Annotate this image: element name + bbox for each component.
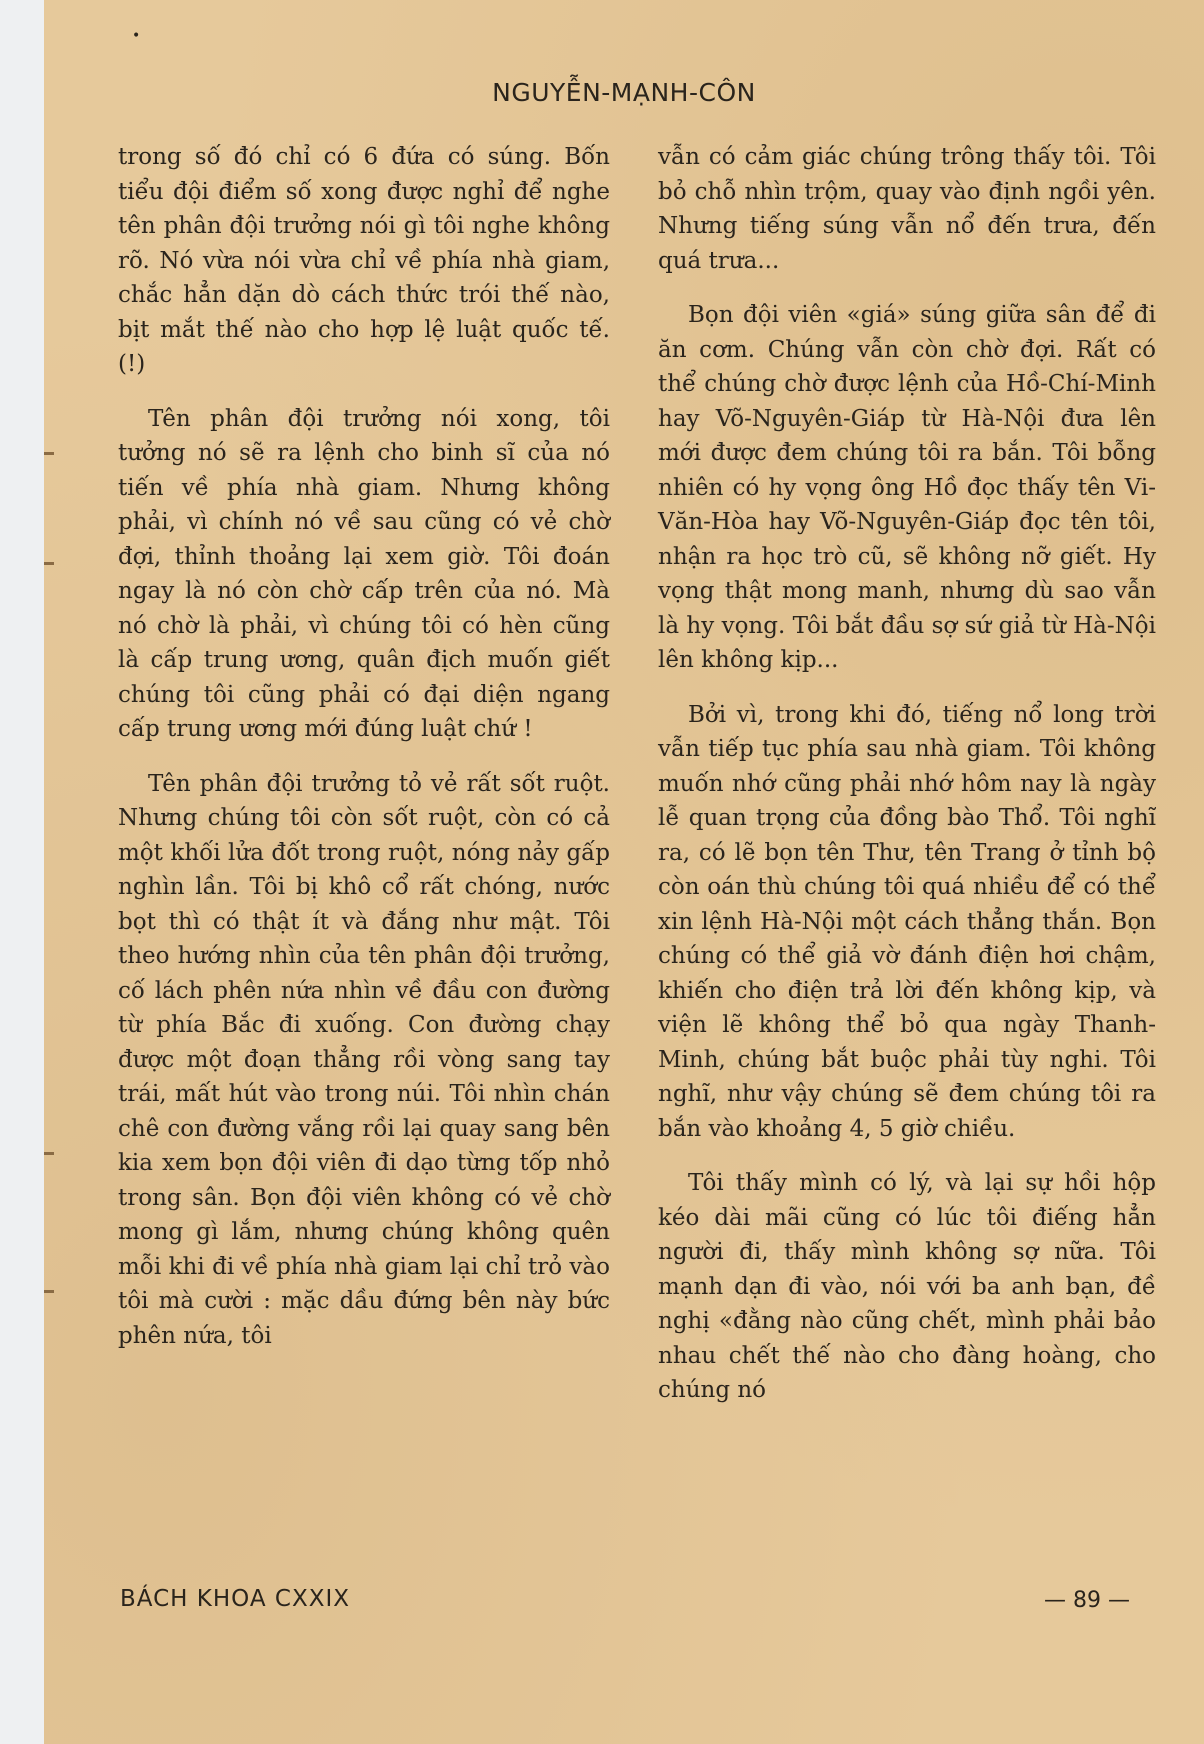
footer-journal-title: BÁCH KHOA CXXIX bbox=[120, 1586, 351, 1612]
paragraph: Tôi thấy mình có lý, và lại sự hồi hộp kéo dài mãi cũng có lúc tôi điếng hẳn người đi, thấy mình không sợ nữa. Tôi mạnh dạn đi vào, nói với ba anh bạn, đề nghị «đằng nào cũng chết, mình phải bảo nhau chết thế nào cho đàng hoàng, cho chúng nó bbox=[658, 1170, 1156, 1403]
header-bullet: • bbox=[132, 28, 141, 44]
footer-page-number: — 89 — bbox=[1044, 1588, 1130, 1613]
paragraph: Tên phân đội trưởng nói xong, tôi tưởng nó sẽ ra lệnh cho binh sĩ của nó tiến về phía nhà giam. Nhưng không phải, vì chính nó về sau cũng có vẻ chờ đợi, thỉnh thoảng lại xem giờ. Tôi đoán ngay là nó còn chờ cấp trên của nó. Mà nó chờ là phải, vì chúng tôi có hèn cũng là cấp trung ương, quân địch muốn giết chúng tôi cũng phải có đại diện ngang cấp trung ương mới đúng luật chứ ! bbox=[118, 405, 610, 742]
left-text-column bbox=[118, 140, 610, 1373]
paragraph: trong số đó chỉ có 6 đứa có súng. Bốn tiểu đội điểm số xong được nghỉ để nghe tên phân đội trưởng nói gì tôi nghe không rõ. Nó vừa nói vừa chỉ về phía nhà giam, chắc hẳn dặn dò cách thức trói thế nào, bịt mắt thế nào cho hợp lệ luật quốc tế. (!) bbox=[118, 144, 610, 377]
paragraph: Bởi vì, trong khi đó, tiếng nổ long trời vẫn tiếp tục phía sau nhà giam. Tôi không muốn nhớ cũng phải nhớ hôm nay là ngày lễ quan trọng của đồng bào Thổ. Tôi nghĩ ra, có lẽ bọn tên Thư, tên Trang ở tỉnh bộ còn oán thù chúng tôi quá nhiều để có thể xin lệnh Hà-Nội một cách thẳng thắn. Bọn chúng có thể giả vờ đánh điện hơi chậm, khiến cho điện trả lời đến không kịp, và viện lẽ không thể bỏ qua ngày Thanh-Minh, chúng bắt buộc phải tùy nghi. Tôi nghĩ, như vậy chúng sẽ đem chúng tôi ra bắn vào khoảng 4, 5 giờ chiều. bbox=[658, 701, 1156, 1142]
right-text-column bbox=[658, 140, 1156, 1428]
book-page bbox=[44, 0, 1204, 1744]
running-header-author: NGUYỄN-MẠNH-CÔN bbox=[492, 78, 756, 107]
paragraph: Tên phân đội trưởng tỏ vẻ rất sốt ruột. Nhưng chúng tôi còn sốt ruột, còn có cả một khối lửa đốt trong ruột, nóng nảy gấp nghìn lần. Tôi bị khô cổ rất chóng, nước bọt thì có thật ít và đắng như mật. Tôi theo hướng nhìn của tên phân đội trưởng, cố lách phên nứa nhìn về đầu con đường từ phía Bắc đi xuống. Con đường chạy được một đoạn thẳng rồi vòng sang tay trái, mất hút vào trong núi. Tôi nhìn chán chê con đường vắng rồi lại quay sang bên kia xem bọn đội viên đi dạo từng tốp nhỏ trong sân. Bọn đội viên không có vẻ chờ mong gì lắm, nhưng chúng không quên mỗi khi đi về phía nhà giam lại chỉ trỏ vào tôi mà cười : mặc dầu đứng bên này bức phên nứa, tôi bbox=[118, 770, 610, 1349]
page-edge-mark bbox=[44, 1152, 54, 1155]
page-edge-mark bbox=[44, 1290, 54, 1293]
page-edge-mark bbox=[44, 452, 54, 455]
page-edge-mark bbox=[44, 562, 54, 565]
paragraph: vẫn có cảm giác chúng trông thấy tôi. Tôi bỏ chỗ nhìn trộm, quay vào định ngồi yên. Nhưng tiếng súng vẫn nổ đến trưa, đến quá trưa... bbox=[658, 144, 1156, 274]
paragraph: Bọn đội viên «giá» súng giữa sân để đi ăn cơm. Chúng vẫn còn chờ đợi. Rất có thể chúng chờ được lệnh của Hồ-Chí-Minh hay Võ-Nguyên-Giáp từ Hà-Nội đưa lên mới được đem chúng tôi ra bắn. Tôi bỗng nhiên có hy vọng ông Hồ đọc thấy tên Vi-Văn-Hòa hay Võ-Nguyên-Giáp đọc tên tôi, nhận ra học trò cũ, sẽ không nỡ giết. Hy vọng thật mong manh, nhưng dù sao vẫn là hy vọng. Tôi bắt đầu sợ sứ giả từ Hà-Nội lên không kịp... bbox=[658, 302, 1156, 673]
